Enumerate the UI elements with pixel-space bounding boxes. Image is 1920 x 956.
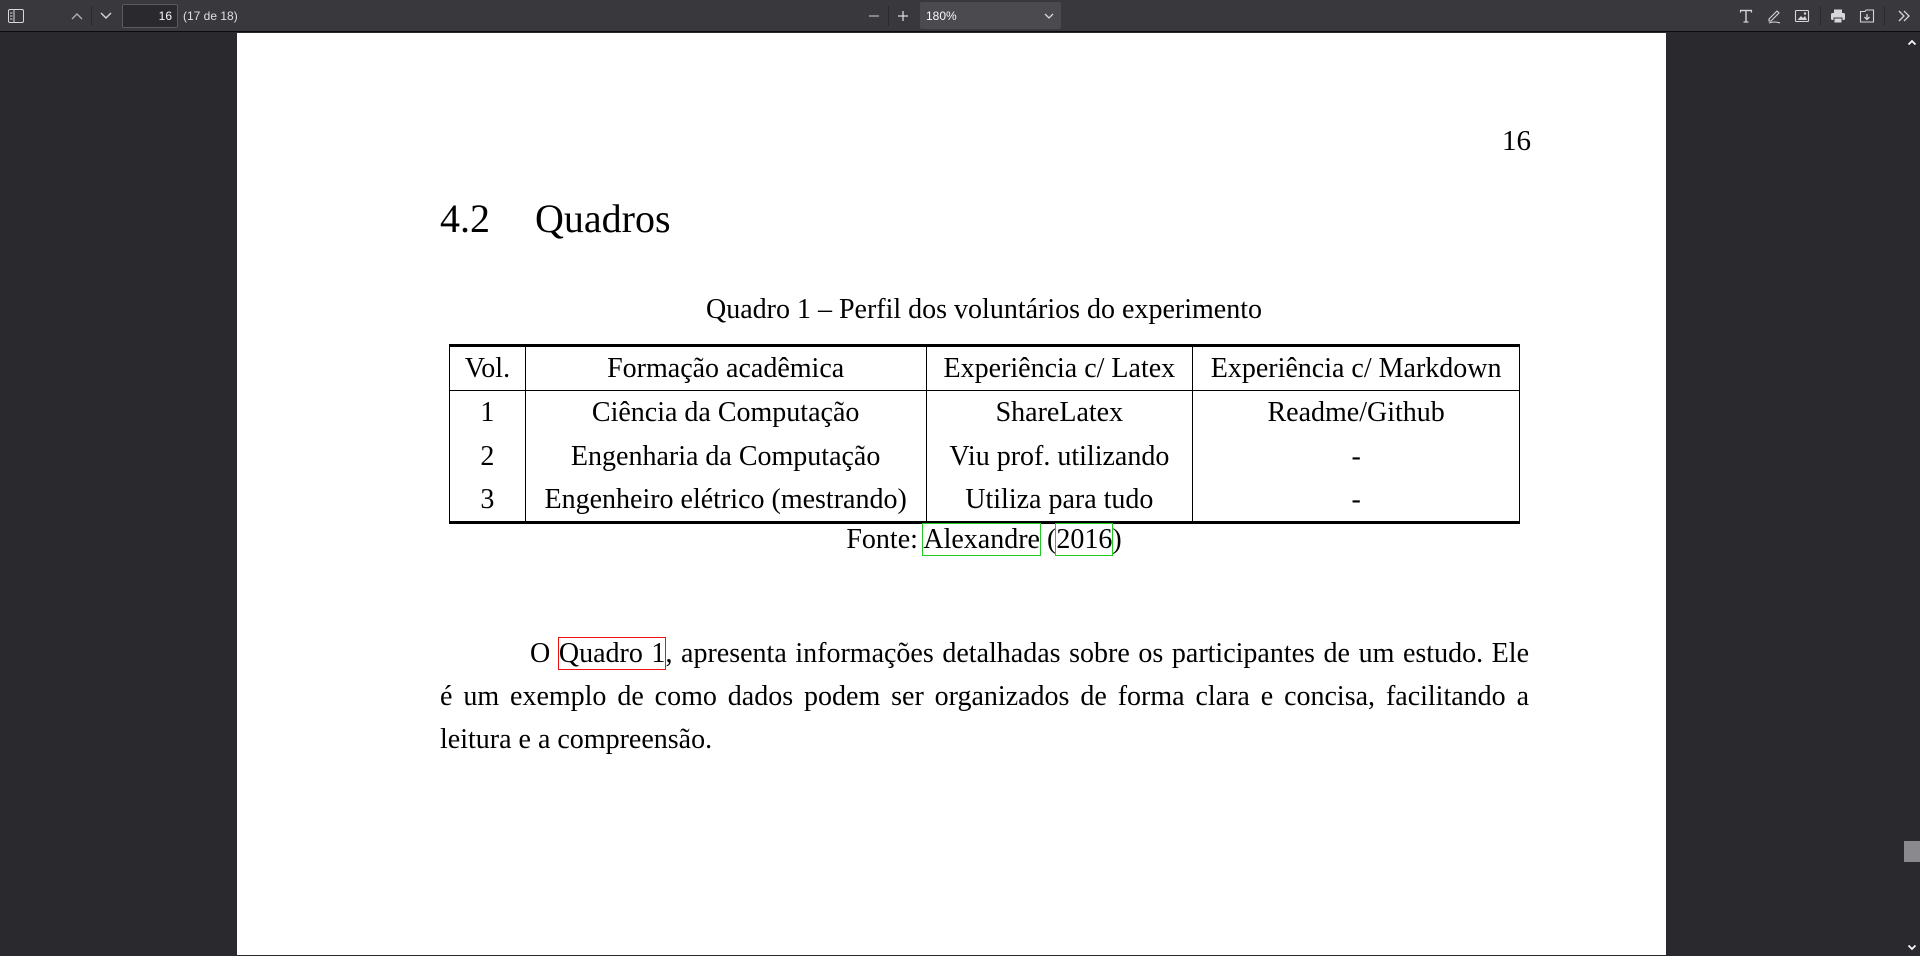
minus-icon bbox=[867, 9, 881, 23]
chevron-up-icon bbox=[70, 11, 84, 21]
pdf-toolbar bbox=[0, 0, 1920, 32]
table-cell: Viu prof. utilizando bbox=[926, 435, 1193, 478]
table-caption: Quadro 1 – Perfil dos voluntários do experimento bbox=[705, 294, 1262, 325]
body-paragraph bbox=[440, 632, 1529, 761]
paragraph-text: O bbox=[530, 638, 559, 669]
page-number: 16 bbox=[1502, 125, 1531, 157]
image-icon bbox=[1794, 8, 1810, 24]
pdf-page bbox=[237, 33, 1666, 955]
table-cell: - bbox=[1193, 435, 1520, 478]
column-header: Formação acadêmica bbox=[525, 346, 926, 391]
divider bbox=[888, 6, 889, 26]
page-count-label: (17 de 18) bbox=[183, 9, 238, 23]
source-prefix: Fonte: bbox=[846, 524, 924, 555]
table-cell: Readme/Github bbox=[1193, 391, 1520, 436]
citation-author-link[interactable]: Alexandre bbox=[923, 524, 1040, 555]
zoom-in-button[interactable] bbox=[891, 4, 915, 28]
quadro-reference-link[interactable]: Quadro 1 bbox=[558, 638, 666, 669]
previous-page-button[interactable] bbox=[65, 4, 89, 28]
paren-open: ( bbox=[1039, 524, 1057, 555]
vertical-scrollbar[interactable] bbox=[1903, 33, 1920, 955]
chevron-down-icon bbox=[1043, 9, 1055, 23]
table-cell: Engenharia da Computação bbox=[525, 435, 926, 478]
table-cell: 3 bbox=[450, 478, 526, 523]
divider bbox=[91, 6, 92, 26]
more-icon bbox=[1896, 9, 1912, 23]
text-icon bbox=[1738, 8, 1754, 24]
table-cell: ShareLatex bbox=[926, 391, 1193, 436]
scrollbar-thumb[interactable] bbox=[1904, 841, 1920, 862]
paren-close: ) bbox=[1112, 524, 1122, 555]
print-icon bbox=[1830, 8, 1846, 24]
text-tool-button[interactable] bbox=[1734, 4, 1758, 28]
table-row bbox=[450, 478, 1520, 523]
table-cell: 2 bbox=[450, 435, 526, 478]
save-button[interactable] bbox=[1855, 4, 1879, 28]
divider bbox=[1884, 6, 1885, 26]
more-tools-button[interactable] bbox=[1892, 4, 1916, 28]
plus-icon bbox=[896, 9, 910, 23]
print-button[interactable] bbox=[1826, 4, 1850, 28]
column-header: Experiência c/ Latex bbox=[926, 346, 1193, 391]
draw-icon bbox=[1766, 8, 1782, 24]
divider bbox=[1820, 6, 1821, 26]
page-number-input[interactable] bbox=[122, 4, 178, 28]
chevron-down-icon bbox=[99, 11, 113, 21]
table-cell: Engenheiro elétrico (mestrando) bbox=[525, 478, 926, 523]
table-cell: 1 bbox=[450, 391, 526, 436]
table-source bbox=[237, 524, 1731, 556]
image-tool-button[interactable] bbox=[1790, 4, 1814, 28]
save-icon bbox=[1859, 8, 1875, 24]
column-header: Experiência c/ Markdown bbox=[1193, 346, 1520, 391]
zoom-out-button[interactable] bbox=[862, 4, 886, 28]
table-row bbox=[450, 435, 1520, 478]
table-row bbox=[450, 391, 1520, 436]
scroll-down-button[interactable] bbox=[1903, 938, 1920, 955]
table-cell: Ciência da Computação bbox=[525, 391, 926, 436]
draw-tool-button[interactable] bbox=[1762, 4, 1786, 28]
volunteers-table bbox=[449, 344, 1520, 524]
section-heading bbox=[440, 195, 671, 242]
chevron-up-icon bbox=[1907, 33, 1917, 51]
paragraph-text: , apresenta informações detalhadas sobre os participantes de um estudo. Ele bbox=[665, 638, 1529, 669]
citation-year-link[interactable]: 2016 bbox=[1056, 524, 1113, 555]
sidebar-toggle-button[interactable] bbox=[4, 4, 28, 28]
zoom-level-select[interactable] bbox=[920, 2, 1061, 29]
paragraph-line: leitura e a compreensão. bbox=[440, 724, 713, 755]
scroll-up-button[interactable] bbox=[1903, 33, 1920, 50]
table-header-row bbox=[450, 346, 1520, 391]
sidebar-icon bbox=[8, 9, 24, 23]
column-header: Vol. bbox=[450, 346, 526, 391]
chevron-down-icon bbox=[1907, 938, 1917, 956]
paragraph-line bbox=[440, 632, 1529, 675]
section-number: 4.2 bbox=[440, 196, 490, 241]
table-cell: - bbox=[1193, 478, 1520, 523]
paragraph-line: é um exemplo de como dados podem ser organizados de forma clara e concisa, facilitando a bbox=[440, 681, 1529, 712]
next-page-button[interactable] bbox=[94, 4, 118, 28]
zoom-level-value: 180% bbox=[926, 8, 957, 23]
table-cell: Utiliza para tudo bbox=[926, 478, 1193, 523]
section-title: Quadros bbox=[535, 196, 671, 241]
